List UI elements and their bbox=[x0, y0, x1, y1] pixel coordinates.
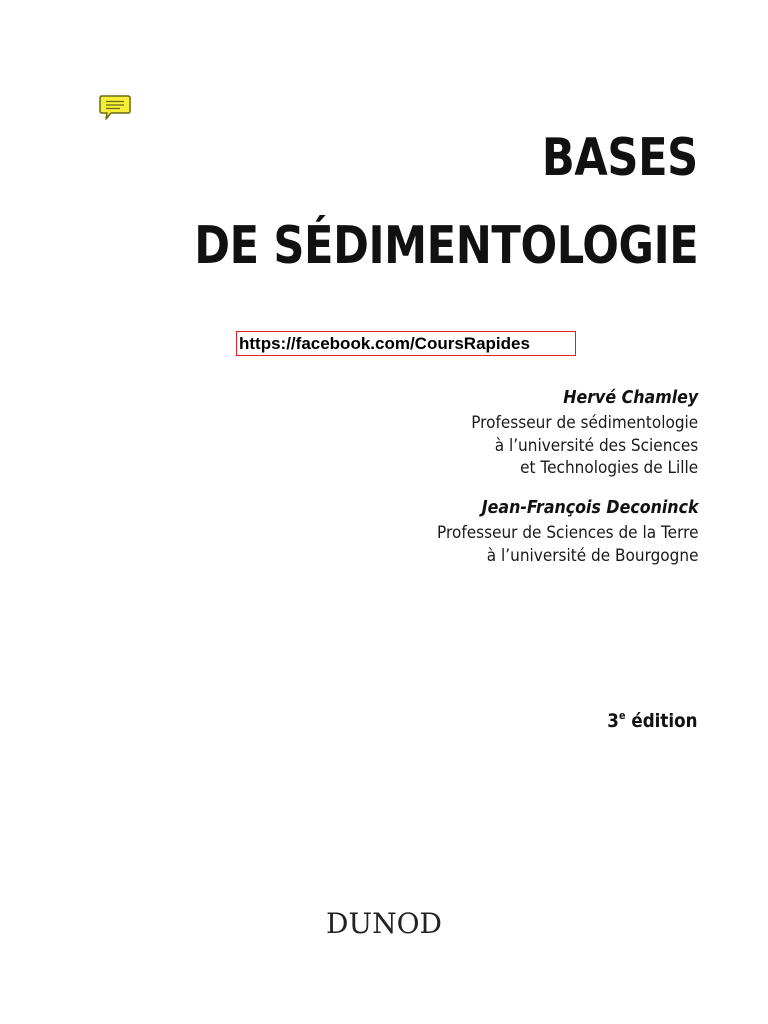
author-affiliation-line: Professeur de sédimentologie bbox=[471, 413, 698, 433]
author-name: Jean-François Deconinck bbox=[481, 497, 698, 518]
publisher-logo: DUNOD bbox=[326, 907, 442, 940]
book-title-line-2: DE SÉDIMENTOLOGIE bbox=[193, 216, 698, 276]
author-affiliation-line: à l’université de Bourgogne bbox=[486, 545, 698, 566]
edition-text: édition bbox=[631, 710, 698, 732]
facebook-link[interactable]: https://facebook.com/CoursRapides bbox=[236, 331, 576, 356]
author-affiliation-line: Professeur de Sciences de la Terre bbox=[436, 523, 698, 543]
book-title-line-1: BASES bbox=[542, 128, 698, 188]
edition-number: 3 bbox=[607, 710, 620, 732]
author-name: Hervé Chamley bbox=[563, 387, 698, 408]
edition-label bbox=[608, 710, 698, 732]
author-affiliation-line: et Technologies de Lille bbox=[519, 458, 698, 478]
author-block-deconinck bbox=[408, 497, 699, 567]
edition-superscript: e bbox=[619, 709, 627, 722]
author-affiliation-line: à l’université des Sciences bbox=[494, 435, 698, 456]
comment-annotation-icon[interactable] bbox=[98, 94, 132, 122]
author-block-chamley bbox=[446, 387, 698, 480]
